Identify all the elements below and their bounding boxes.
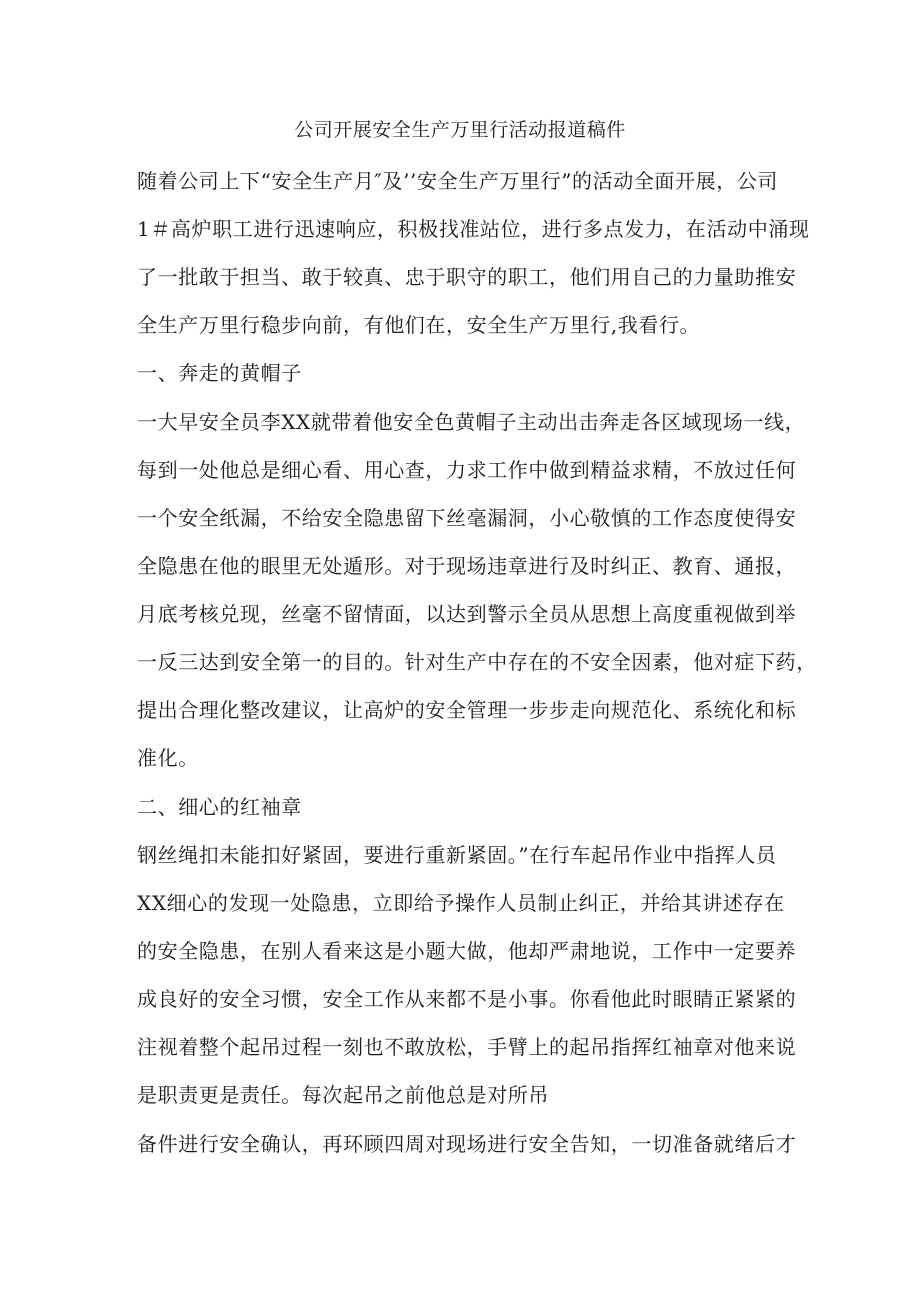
paragraph-line: 准化。 (137, 746, 199, 770)
paragraph-line: 月底考核兑现，丝毫不留情面，以达到警示全员从思想上高度重视做到举 (137, 602, 797, 626)
paragraph-line: 每到一处他总是细心看、用心查，力求工作中做到精益求精，不放过任何 (137, 458, 797, 482)
paragraph-line: XX细心的发现一处隐患，立即给予操作人员制止纠正，并给其讲述存在 (137, 891, 785, 915)
paragraph-line: 一大早安全员李XX就带着他安全色黄帽子主动出击奔走各区域现场一线， (137, 410, 806, 434)
paragraph-line: 钢丝绳扣未能扣好紧固，要进行重新紧固。”在行车起吊作业中指挥人员 (137, 843, 777, 867)
paragraph-line: 随着公司上下“安全生产月″及’’安全生产万里行”的活动全面开展，公司 (137, 169, 779, 193)
paragraph-line: 一个安全纸漏，不给安全隐患留下丝毫漏洞，小心敬慎的工作态度使得安 (137, 506, 797, 530)
paragraph-line: 是职责更是责任。每次起吊之前他总是对所吊 (137, 1083, 549, 1107)
paragraph-line: 一反三达到安全第一的目的。针对生产中存在的不安全因素，他对症下药， (137, 650, 817, 674)
paragraph-line: 全隐患在他的眼里无处遁形。对于现场违章进行及时纠正、教育、通报， (137, 554, 797, 578)
paragraph-line: 1＃高炉职工进行迅速响应，积极找准站位，进行多点发力，在活动中涌现 (137, 217, 810, 241)
section-heading: 一、奔走的黄帽子 (137, 361, 302, 385)
paragraph-line: 成良好的安全习惯，安全工作从来都不是小事。你看他此时眼睛正紧紧的 (137, 987, 797, 1011)
paragraph-line: 备件进行安全确认，再环顾四周对现场进行安全告知，一切准备就绪后才 (137, 1132, 797, 1156)
paragraph-line: 了一批敢于担当、敢于较真、忠于职守的职工，他们用自己的力量助推安 (137, 265, 797, 289)
paragraph-line: 注视着整个起吊过程一刻也不敢放松，手臂上的起吊指挥红袖章对他来说 (137, 1035, 797, 1059)
section-heading: 二、细心的红袖章 (137, 795, 302, 819)
paragraph-line: 的安全隐患，在别人看来这是小题大做，他却严肃地说，工作中一定要养 (137, 939, 797, 963)
paragraph-line: 全生产万里行稳步向前，有他们在，安全生产万里行,我看行。 (137, 313, 701, 337)
document-title: 公司开展安全生产万里行活动报道稿件 (294, 119, 626, 141)
paragraph-line: 提出合理化整改建议，让高炉的安全管理一步步走向规范化、系统化和标 (137, 698, 797, 722)
